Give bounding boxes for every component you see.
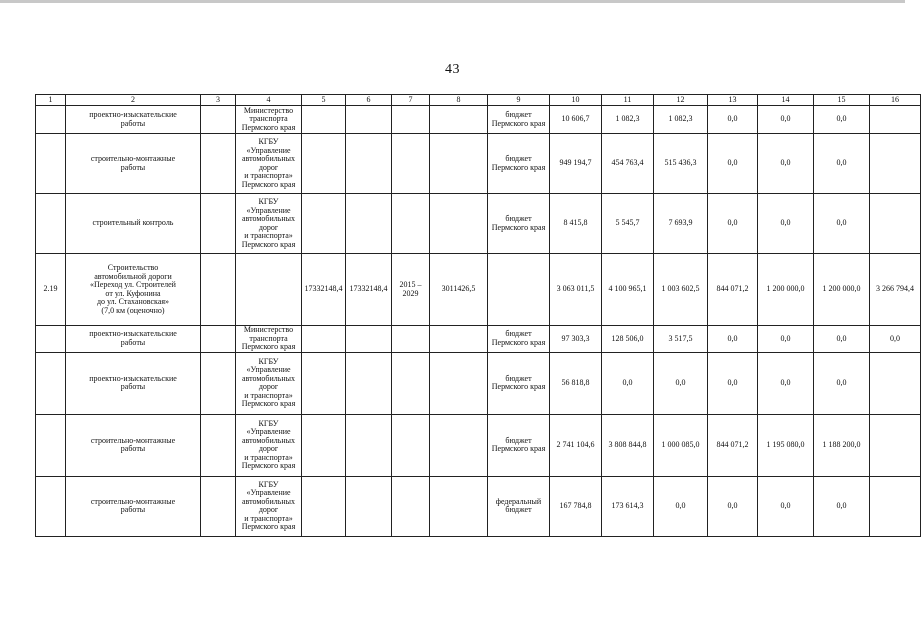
table-cell: 0,0 bbox=[654, 352, 708, 414]
table-cell: 0,0 bbox=[654, 476, 708, 536]
table-cell bbox=[302, 414, 346, 476]
table-cell: 3 517,5 bbox=[654, 326, 708, 353]
table-cell bbox=[392, 414, 430, 476]
table-cell bbox=[36, 134, 66, 194]
table-cell: Строительство автомобильной дороги «Переход ул. Строителей от ул. Куфонина до ул. Стахановская» (7,0 км (оценочно) bbox=[66, 254, 201, 326]
table-cell: 8 415,8 bbox=[550, 194, 602, 254]
table-cell bbox=[302, 326, 346, 353]
column-number: 12 bbox=[654, 95, 708, 106]
table-row bbox=[36, 352, 921, 414]
table-row bbox=[36, 254, 921, 326]
column-number: 6 bbox=[346, 95, 392, 106]
table-cell: 0,0 bbox=[708, 194, 758, 254]
table-cell: 515 436,3 bbox=[654, 134, 708, 194]
table-cell: 2 741 104,6 bbox=[550, 414, 602, 476]
table-cell: строительно-монтажные работы bbox=[66, 134, 201, 194]
table-cell: 1 000 085,0 bbox=[654, 414, 708, 476]
table-cell: 0,0 bbox=[758, 326, 814, 353]
table-cell: 5 545,7 bbox=[602, 194, 654, 254]
table-cell: 17332148,4 bbox=[346, 254, 392, 326]
column-number: 3 bbox=[201, 95, 236, 106]
table-cell: 0,0 bbox=[814, 326, 870, 353]
table-cell: 0,0 bbox=[708, 326, 758, 353]
table-cell: 3011426,5 bbox=[430, 254, 488, 326]
table-cell: 0,0 bbox=[708, 352, 758, 414]
table-cell: 949 194,7 bbox=[550, 134, 602, 194]
table-cell: 167 784,8 bbox=[550, 476, 602, 536]
table-cell: КГБУ «Управление автомобильных дорог и транспорта» Пермского края bbox=[236, 476, 302, 536]
column-number: 11 bbox=[602, 95, 654, 106]
table-cell: проектно-изыскательские работы bbox=[66, 352, 201, 414]
table-cell bbox=[392, 326, 430, 353]
table-cell bbox=[430, 106, 488, 134]
table-cell bbox=[201, 106, 236, 134]
column-number: 2 bbox=[66, 95, 201, 106]
table-cell: федеральный бюджет bbox=[488, 476, 550, 536]
header-row bbox=[36, 95, 921, 106]
table-cell bbox=[870, 352, 921, 414]
table-row bbox=[36, 194, 921, 254]
table-cell bbox=[346, 134, 392, 194]
table-cell bbox=[870, 414, 921, 476]
table-cell bbox=[346, 476, 392, 536]
table-cell bbox=[236, 254, 302, 326]
table-cell: проектно-изыскательские работы bbox=[66, 326, 201, 353]
table-cell bbox=[346, 326, 392, 353]
table-cell: 2015 – 2029 bbox=[392, 254, 430, 326]
table-cell bbox=[201, 414, 236, 476]
table-cell: 3 808 844,8 bbox=[602, 414, 654, 476]
table-cell: 1 082,3 bbox=[654, 106, 708, 134]
table-row bbox=[36, 476, 921, 536]
table-cell bbox=[36, 352, 66, 414]
column-number: 5 bbox=[302, 95, 346, 106]
table-cell bbox=[36, 414, 66, 476]
table-cell bbox=[346, 414, 392, 476]
column-number: 9 bbox=[488, 95, 550, 106]
table-cell: 10 606,7 bbox=[550, 106, 602, 134]
table-cell bbox=[36, 106, 66, 134]
table-cell bbox=[488, 254, 550, 326]
table-cell: 0,0 bbox=[758, 194, 814, 254]
table-cell: 0,0 bbox=[814, 106, 870, 134]
table-cell bbox=[392, 106, 430, 134]
table-cell: бюджет Пермского края bbox=[488, 106, 550, 134]
column-number: 7 bbox=[392, 95, 430, 106]
table-cell bbox=[302, 194, 346, 254]
table-cell bbox=[201, 194, 236, 254]
table-cell bbox=[346, 106, 392, 134]
table-cell: 3 266 794,4 bbox=[870, 254, 921, 326]
table-cell: 844 071,2 bbox=[708, 254, 758, 326]
table-cell: КГБУ «Управление автомобильных дорог и транспорта» Пермского края bbox=[236, 414, 302, 476]
table-cell: КГБУ «Управление автомобильных дорог и транспорта» Пермского края bbox=[236, 194, 302, 254]
table-cell: 0,0 bbox=[602, 352, 654, 414]
table-cell bbox=[201, 134, 236, 194]
table-cell: 1 195 080,0 bbox=[758, 414, 814, 476]
table-cell: 1 082,3 bbox=[602, 106, 654, 134]
table-cell bbox=[430, 476, 488, 536]
table-cell bbox=[392, 134, 430, 194]
table-cell: 0,0 bbox=[708, 106, 758, 134]
table-cell: КГБУ «Управление автомобильных дорог и транспорта» Пермского края bbox=[236, 134, 302, 194]
table-cell bbox=[201, 476, 236, 536]
table-cell: 1 200 000,0 bbox=[758, 254, 814, 326]
table-cell: 4 100 965,1 bbox=[602, 254, 654, 326]
column-number: 15 bbox=[814, 95, 870, 106]
table-cell: бюджет Пермского края bbox=[488, 194, 550, 254]
table-cell: КГБУ «Управление автомобильных дорог и транспорта» Пермского края bbox=[236, 352, 302, 414]
scan-top-edge bbox=[0, 0, 905, 3]
table-cell bbox=[346, 194, 392, 254]
column-number: 10 bbox=[550, 95, 602, 106]
table-cell bbox=[870, 194, 921, 254]
table-cell: 0,0 bbox=[814, 194, 870, 254]
table-cell: 2.19 bbox=[36, 254, 66, 326]
table-cell bbox=[302, 476, 346, 536]
table-cell: Министерство транспорта Пермского края bbox=[236, 106, 302, 134]
table-cell bbox=[430, 326, 488, 353]
table-cell: 1 200 000,0 bbox=[814, 254, 870, 326]
column-number: 14 bbox=[758, 95, 814, 106]
table-cell: 1 188 200,0 bbox=[814, 414, 870, 476]
table-cell bbox=[201, 352, 236, 414]
table-cell bbox=[430, 414, 488, 476]
table-cell bbox=[36, 476, 66, 536]
column-number: 13 bbox=[708, 95, 758, 106]
table-cell: 173 614,3 bbox=[602, 476, 654, 536]
table-cell: 128 506,0 bbox=[602, 326, 654, 353]
table-cell: строительно-монтажные работы bbox=[66, 476, 201, 536]
table-cell bbox=[302, 352, 346, 414]
table-cell bbox=[870, 106, 921, 134]
table-cell bbox=[201, 254, 236, 326]
table-row bbox=[36, 326, 921, 353]
table-cell: 0,0 bbox=[814, 134, 870, 194]
table-cell: 0,0 bbox=[708, 476, 758, 536]
table-cell bbox=[430, 352, 488, 414]
table-cell: 0,0 bbox=[814, 352, 870, 414]
table-cell: 0,0 bbox=[758, 106, 814, 134]
table-cell: 0,0 bbox=[758, 352, 814, 414]
table-cell bbox=[36, 326, 66, 353]
table-cell: 1 003 602,5 bbox=[654, 254, 708, 326]
table-cell: 0,0 bbox=[708, 134, 758, 194]
table-cell: бюджет Пермского края bbox=[488, 134, 550, 194]
table-cell: Министерство транспорта Пермского края bbox=[236, 326, 302, 353]
table-cell bbox=[302, 134, 346, 194]
table-cell: бюджет Пермского края bbox=[488, 326, 550, 353]
column-number: 16 bbox=[870, 95, 921, 106]
table-cell bbox=[36, 194, 66, 254]
table-cell: проектно-изыскательские работы bbox=[66, 106, 201, 134]
table-cell bbox=[302, 106, 346, 134]
column-number: 8 bbox=[430, 95, 488, 106]
table-cell: бюджет Пермского края bbox=[488, 352, 550, 414]
table-cell: 17332148,4 bbox=[302, 254, 346, 326]
table-row bbox=[36, 134, 921, 194]
table-cell bbox=[870, 134, 921, 194]
table-cell bbox=[870, 476, 921, 536]
table-cell: бюджет Пермского края bbox=[488, 414, 550, 476]
table-cell: 0,0 bbox=[870, 326, 921, 353]
table-cell: 0,0 bbox=[814, 476, 870, 536]
table-cell: 0,0 bbox=[758, 476, 814, 536]
table-cell bbox=[201, 326, 236, 353]
table-cell: 56 818,8 bbox=[550, 352, 602, 414]
table-cell bbox=[430, 194, 488, 254]
table-cell: 0,0 bbox=[758, 134, 814, 194]
table-row bbox=[36, 414, 921, 476]
table-row bbox=[36, 106, 921, 134]
budget-table bbox=[35, 94, 921, 537]
table-cell: строительно-монтажные работы bbox=[66, 414, 201, 476]
table-cell bbox=[392, 476, 430, 536]
table-cell: 7 693,9 bbox=[654, 194, 708, 254]
column-number: 4 bbox=[236, 95, 302, 106]
page-number: 43 bbox=[445, 62, 460, 77]
table-cell bbox=[392, 352, 430, 414]
table-cell: 844 071,2 bbox=[708, 414, 758, 476]
table-cell: строительный контроль bbox=[66, 194, 201, 254]
column-number: 1 bbox=[36, 95, 66, 106]
table-cell bbox=[346, 352, 392, 414]
table-cell: 454 763,4 bbox=[602, 134, 654, 194]
table-cell bbox=[392, 194, 430, 254]
table-cell: 3 063 011,5 bbox=[550, 254, 602, 326]
table-cell: 97 303,3 bbox=[550, 326, 602, 353]
table-cell bbox=[430, 134, 488, 194]
